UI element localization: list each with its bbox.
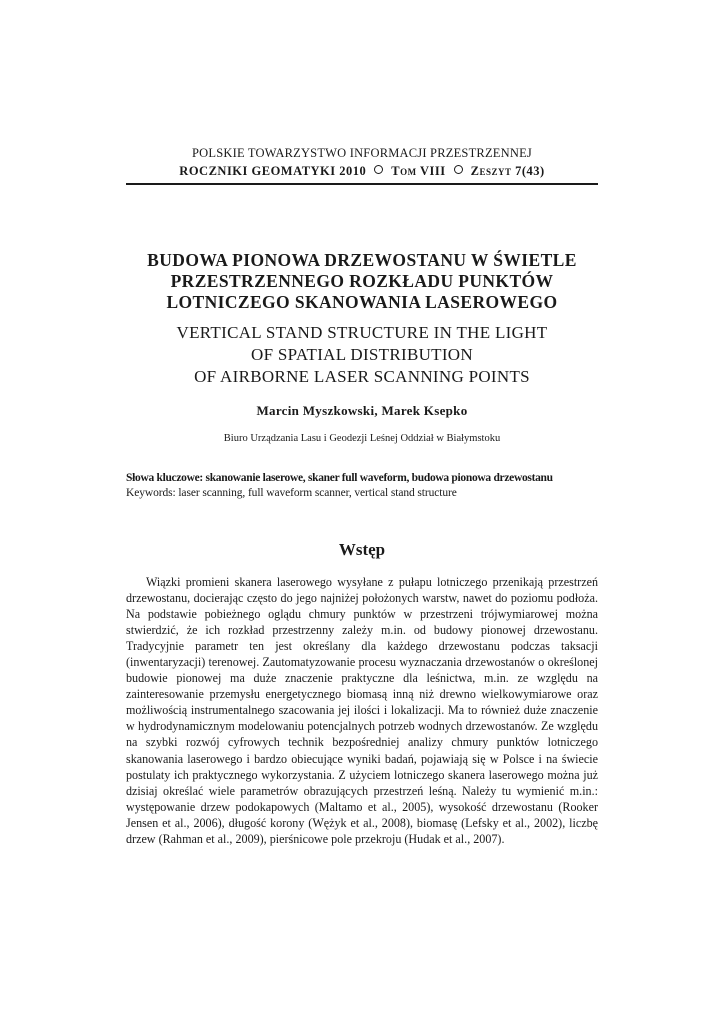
header-organization: POLSKIE TOWARZYSTWO INFORMACJI PRZESTRZENNEJ bbox=[192, 146, 532, 160]
title-polish-line: LOTNICZEGO SKANOWANIA LASEROWEGO bbox=[166, 292, 558, 312]
title-polish-line: BUDOWA PIONOWA DRZEWOSTANU W ŚWIETLE bbox=[147, 250, 577, 270]
title-english-line: VERTICAL STAND STRUCTURE IN THE LIGHT bbox=[176, 323, 548, 342]
keywords-polish: Słowa kluczowe: skanowanie laserowe, skaner full waveform, budowa pionowa drzewostanu bbox=[126, 472, 553, 484]
title-english-line: OF SPATIAL DISTRIBUTION bbox=[251, 345, 473, 364]
journal-name: ROCZNIKI GEOMATYKI 2010 bbox=[179, 164, 367, 178]
title-polish bbox=[100, 250, 624, 313]
volume-label: Tom VIII bbox=[391, 164, 446, 178]
body-paragraph: Wiązki promieni skanera laserowego wysyłane z pułapu lotniczego przenikają przestrzeń drzewostanu, docierając często do jego najniżej położonych warstw, nawet do poziomu podłoża. Na podstawie pobieżnego oglądu chmury punktów w przestrzeni trójwymiarowej można stwierdzić, że ich rozkład przestrzenny zależy m.in. od budowy pionowej drzewostanu. Tradycyjnie parametr ten jest określany dla każdego drzewostanu podczas taksacji (inwentaryzacji) terenowej. Zautomatyzowanie procesu wyznaczania drzewostanów o określonej budowie pionowej ma duże znaczenie praktyczne dla leśnictwa, m.in. ze względu na zainteresowanie przemysłu energetycznego biomasą inną niż drewno wielkowymiarowe oraz możliwością instrumentalnego szacowania jej ilości i lokalizacji. Ma to również duże znaczenie w hydrodynamicznym modelowaniu potencjalnych potrzeb wodnych drzewostanów. Ze względu na szybki rozwój cyfrowych technik bezpośredniej analizy chmury punktów lotniczego skanowania laserowego i bardzo obiecujące wyniki badań, pojawiają się w Polsce i na świecie postulaty ich praktycznego wykorzystania. Z użyciem lotniczego skanera laserowego można już dzisiaj określać wiele parametrów obrazujących przestrzeń leśną. Należy tu wymienić m.in.: występowanie drzew podokapowych (Maltamo et al., 2005), wysokość drzewostanu (Rooker Jensen et al., 2006), długość korony (Wężyk et al., 2008), biomasę (Lefsky et al., 2002), liczbę drzew (Rahman et al., 2009), pierśnicowe pole przekroju (Hudak et al., 2007). bbox=[126, 575, 598, 846]
issue-label: Zeszyt 7(43) bbox=[470, 164, 545, 178]
section-heading: Wstęp bbox=[338, 540, 386, 559]
bullet-icon bbox=[374, 165, 383, 174]
header-journal-line bbox=[0, 164, 724, 179]
affiliation: Biuro Urządzania Lasu i Geodezji Leśnej Oddział w Białymstoku bbox=[223, 433, 501, 444]
title-english bbox=[100, 322, 624, 388]
body-text bbox=[126, 574, 598, 847]
bullet-icon bbox=[454, 165, 463, 174]
title-english-line: OF AIRBORNE LASER SCANNING POINTS bbox=[194, 367, 530, 386]
title-polish-line: PRZESTRZENNEGO ROZKŁADU PUNKTÓW bbox=[170, 271, 554, 291]
authors: Marcin Myszkowski, Marek Ksepko bbox=[256, 403, 468, 418]
header-rule bbox=[126, 183, 598, 185]
keywords-english: Keywords: laser scanning, full waveform scanner, vertical stand structure bbox=[126, 487, 457, 499]
